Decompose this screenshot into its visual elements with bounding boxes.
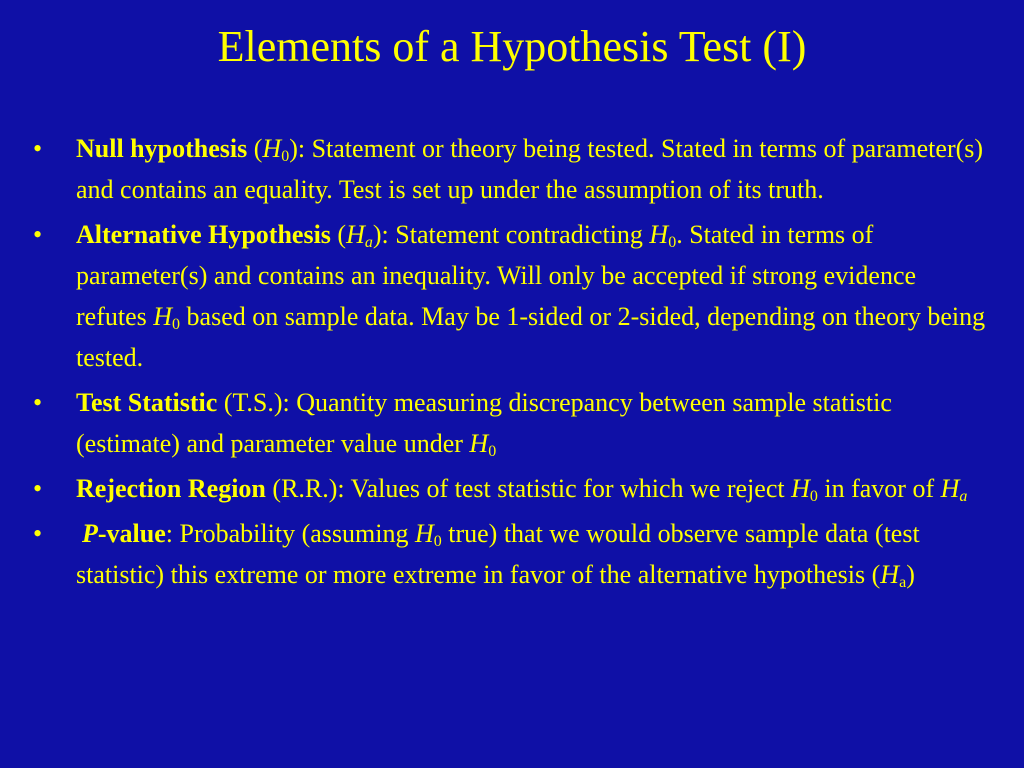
- bullet-null-hypothesis: [30, 128, 990, 210]
- definition-text: Statement or theory being tested. Stated in terms of parameter(s) and contains an equality. Test is set up under the assumption of its truth.: [76, 134, 984, 204]
- bullet-rejection-region: [30, 468, 990, 509]
- bullet-dot: •: [33, 220, 43, 249]
- abbreviation: (R.R.):: [265, 474, 345, 503]
- paren-open: (: [247, 134, 263, 163]
- symbol-h: H: [791, 474, 810, 503]
- abbreviation: (T.S.):: [217, 388, 290, 417]
- definition-text: in favor of: [817, 474, 941, 503]
- subscript: a: [364, 234, 373, 251]
- definition-text: Probability (assuming: [173, 519, 415, 548]
- bullet-dot: •: [33, 474, 43, 503]
- symbol-h: H: [153, 302, 173, 331]
- term-p: P: [82, 519, 98, 548]
- subscript: a: [959, 488, 968, 505]
- symbol-h: H: [880, 560, 900, 589]
- colon: :: [165, 519, 174, 548]
- term-value: -value: [97, 519, 166, 548]
- bullet-p-value: [30, 513, 990, 595]
- definition-text: Values of test statistic for which we reject: [344, 474, 792, 503]
- definition-text: true) that we would observe sample data (test statistic) this extreme or more extreme in favor of the alternative hypothesis (: [76, 519, 920, 589]
- paren-close: ):: [372, 220, 389, 249]
- term-test-statistic: Test Statistic: [76, 388, 218, 417]
- definition-text: Quantity measuring discrepancy between sample statistic (estimate) and parameter value under: [76, 388, 892, 458]
- definition-text: based on sample data. May be 1-sided or 2-sided, depending on theory being tested.: [76, 302, 986, 372]
- bullet-test-statistic: [30, 382, 990, 464]
- paren-close: ):: [289, 134, 306, 163]
- term-alternative-hypothesis: Alternative Hypothesis: [76, 220, 331, 249]
- term-rejection-region: Rejection Region: [76, 474, 266, 503]
- subscript: 0: [488, 443, 497, 460]
- symbol-h: H: [649, 220, 669, 249]
- bullet-dot: •: [33, 134, 43, 163]
- symbol-h: H: [469, 429, 489, 458]
- bullet-alternative-hypothesis: [30, 214, 990, 378]
- subscript: 0: [668, 234, 677, 251]
- slide-title: Elements of a Hypothesis Test (I): [217, 22, 807, 71]
- symbol-h: H: [346, 220, 365, 249]
- symbol-h: H: [262, 134, 282, 163]
- subscript: 0: [172, 316, 181, 333]
- subscript: 0: [281, 148, 290, 165]
- definition-text: Statement contradicting: [388, 220, 650, 249]
- bullet-list: [30, 128, 990, 599]
- symbol-h: H: [414, 519, 434, 548]
- definition-text: . Stated in terms of parameter(s) and contains an inequality. Will only be accepted if strong evidence refutes: [76, 220, 917, 331]
- bullet-dot: •: [33, 519, 43, 548]
- paren-open: (: [330, 220, 347, 249]
- subscript: 0: [433, 533, 442, 550]
- paren-close: ): [906, 560, 915, 589]
- subscript: 0: [809, 488, 818, 505]
- bullet-dot: •: [33, 388, 43, 417]
- subscript: a: [899, 574, 907, 591]
- term-null-hypothesis: Null hypothesis: [76, 134, 248, 163]
- symbol-h: H: [940, 474, 960, 503]
